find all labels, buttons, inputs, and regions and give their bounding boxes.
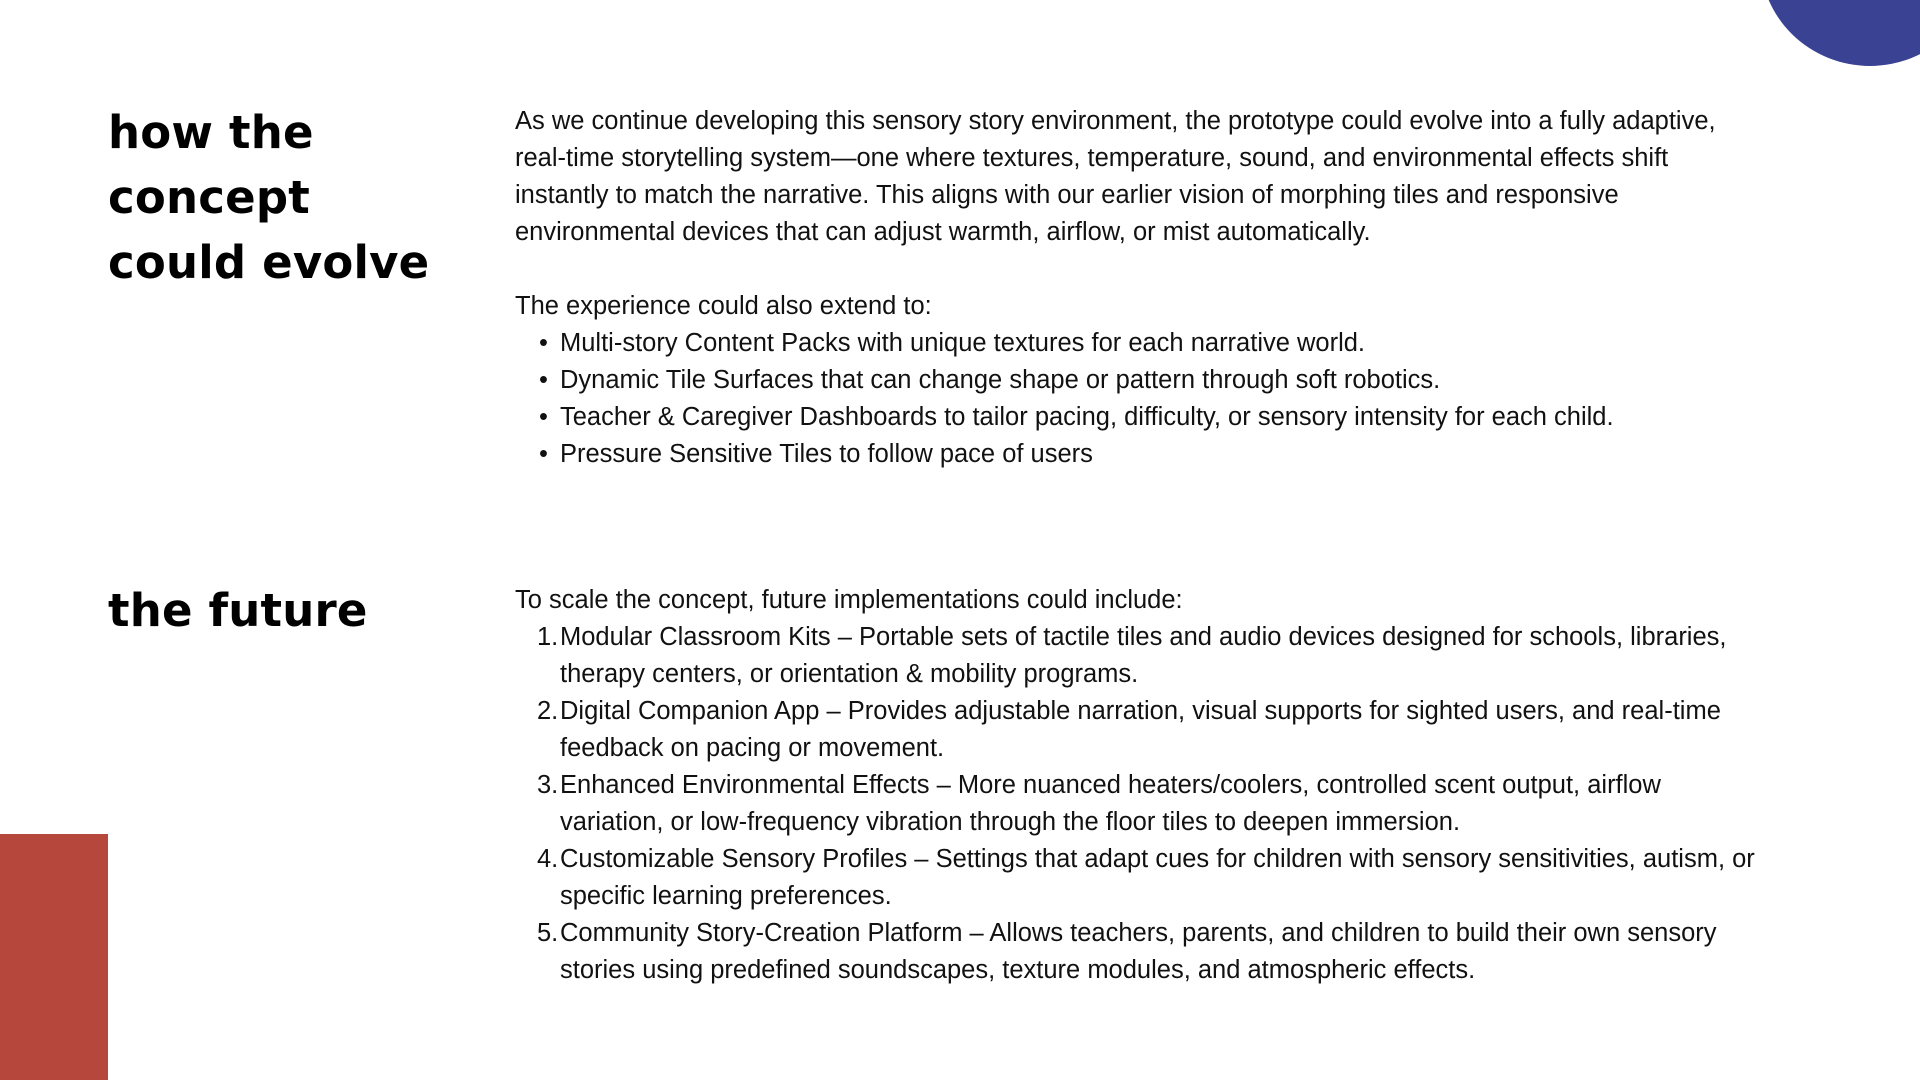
future-numbered-list	[515, 619, 1765, 989]
future-intro: To scale the concept, future implementations could include:	[515, 586, 1183, 614]
item-number: 5.	[537, 919, 559, 947]
item-number: 3.	[537, 771, 559, 799]
item-number: 2.	[537, 697, 559, 725]
red-block-decoration	[0, 834, 108, 1080]
section-heading-the-future: the future	[108, 584, 368, 637]
intro-paragraph: As we continue developing this sensory story environment, the prototype could evolve into a fully adaptive, real-time storytelling system—one where textures, temperature, sound, and environmental effects shift instantly to match the narrative. This aligns with our earlier vision of morphing tiles and responsive environmental devices that can adjust warmth, airflow, or mist automatically.	[515, 107, 1716, 246]
section-heading-concept-evolve	[108, 100, 438, 295]
extension-bullet-list	[515, 325, 1765, 473]
item-text: Customizable Sensory Profiles – Settings that adapt cues for children with sensory sensitivities, autism, or specific learning preferences.	[560, 845, 1755, 910]
bullet-item	[515, 362, 1765, 399]
paragraph-spacer	[515, 251, 1765, 288]
item-number: 4.	[537, 845, 559, 873]
bullet-item	[515, 399, 1765, 436]
bullet-text: Dynamic Tile Surfaces that can change shape or pattern through soft robotics.	[560, 366, 1441, 394]
bullet-text: Teacher & Caregiver Dashboards to tailor pacing, difficulty, or sensory intensity for each child.	[560, 403, 1614, 431]
numbered-item	[515, 915, 1765, 989]
item-text: Modular Classroom Kits – Portable sets of tactile tiles and audio devices designed for schools, libraries, therapy centers, or orientation & mobility programs.	[560, 623, 1727, 688]
numbered-item	[515, 841, 1765, 915]
bullet-text: Pressure Sensitive Tiles to follow pace of users	[560, 440, 1093, 468]
item-text: Digital Companion App – Provides adjustable narration, visual supports for sighted users, and real-time feedback on pacing or movement.	[560, 697, 1721, 762]
section-body-the-future	[515, 582, 1765, 989]
item-number: 1.	[537, 623, 559, 651]
bullet-icon: •	[539, 440, 548, 468]
heading-line: how the	[108, 106, 314, 159]
bullet-item	[515, 325, 1765, 362]
item-text: Community Story-Creation Platform – Allows teachers, parents, and children to build their own sensory stories using predefined soundscapes, texture modules, and atmospheric effects.	[560, 919, 1717, 984]
bullet-icon: •	[539, 366, 548, 394]
heading-line: could evolve	[108, 236, 430, 289]
bullet-icon: •	[539, 329, 548, 357]
numbered-item	[515, 767, 1765, 841]
numbered-item	[515, 619, 1765, 693]
corner-circle-decoration	[1760, 0, 1920, 66]
list-intro: The experience could also extend to:	[515, 292, 932, 320]
bullet-item	[515, 436, 1765, 473]
numbered-item	[515, 693, 1765, 767]
section-body-concept-evolve	[515, 103, 1765, 473]
heading-line: concept	[108, 171, 310, 224]
item-text: Enhanced Environmental Effects – More nuanced heaters/coolers, controlled scent output, airflow variation, or low-frequency vibration through the floor tiles to deepen immersion.	[560, 771, 1661, 836]
bullet-icon: •	[539, 403, 548, 431]
bullet-text: Multi-story Content Packs with unique textures for each narrative world.	[560, 329, 1366, 357]
